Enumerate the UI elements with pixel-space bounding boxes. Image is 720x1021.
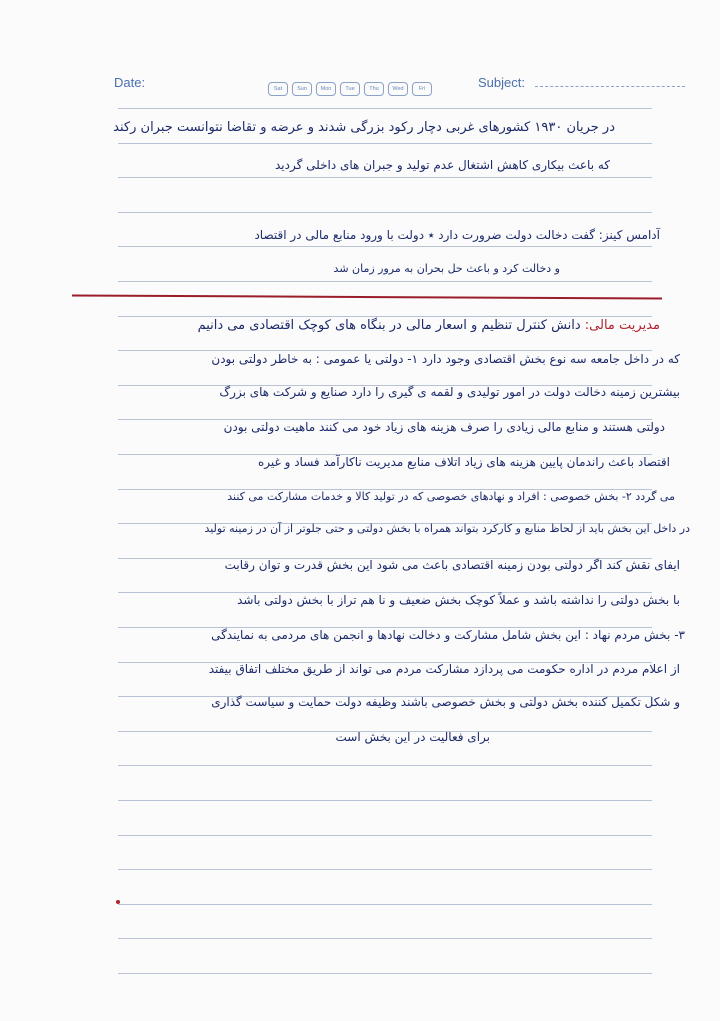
ruled-line: [118, 316, 652, 317]
day-box: Sun: [292, 82, 312, 96]
handwritten-line: با بخش دولتی را نداشته باشد و عملاً کوچک بخش ضعیف و نا هم تراز با بخش دولتی باشد: [237, 593, 680, 607]
handwritten-line: از اعلام مردم در اداره حکومت می پردازد مشارکت مردم می تواند از طریق مختلف اتفاق بیفتد: [208, 662, 680, 676]
section-title: مدیریت مالی:: [584, 318, 660, 333]
ruled-line: [118, 177, 652, 178]
line-text: دانش کنترل تنظیم و اسعار مالی در بنگاه های کوچک اقتصادی می دانیم: [197, 318, 581, 333]
ruled-line: [118, 143, 652, 144]
handwritten-line: دولتی هستند و منابع مالی زیادی را صرف هزینه های زیاد خود می کنند ماهیت دولتی بودن: [223, 420, 665, 434]
name-kinz: آدامس کینز: [602, 228, 660, 242]
handwritten-line: اقتصاد باعث راندمان پایین هزینه های زیاد اتلاف منابع مدیریت ناکارآمد فساد و غیره: [257, 455, 670, 469]
day-box: Mon: [316, 82, 336, 96]
ruled-line: [118, 835, 652, 836]
ruled-line: [118, 765, 652, 766]
date-label: Date:: [114, 75, 146, 90]
ruled-line: [118, 246, 652, 247]
handwritten-line: ایفای نقش کند اگر دولتی بودن زمینه اقتصادی باعث می شود این بخش قدرت و توان رقابت: [224, 558, 680, 572]
handwritten-line: بیشترین زمینه دخالت دولت در امور تولیدی و لقمه ی گیری را دارد صنایع و شرکت های بزرگ: [219, 385, 680, 399]
handwritten-line: در داخل این بخش باید از لحاظ منابع و کارکرد بتواند همراه با بخش دولتی و حتی جلوتر از آن در زمینه تولید: [204, 522, 690, 535]
weekday-boxes: [268, 82, 432, 96]
ruled-line: [118, 350, 652, 351]
ruled-line: [118, 973, 652, 974]
handwritten-line: و شکل تکمیل کننده بخش دولتی و بخش خصوصی باشند وظیفه دولت حمایت و سیاست گذاری: [211, 695, 680, 709]
handwritten-line: برای فعالیت در این بخش است: [335, 730, 490, 744]
ruled-line: [118, 904, 652, 905]
handwritten-line: که باعث بیکاری کاهش اشتغال عدم تولید و جبران های داخلی گردید: [274, 158, 610, 172]
day-box: Sat: [268, 82, 288, 96]
day-box: Thu: [364, 82, 384, 96]
line-text: : گفت دخالت دولت ضرورت دارد ٭ دولت با ورود منابع مالی در اقتصاد: [254, 228, 603, 242]
handwritten-line: و دخالت کرد و باعث حل بحران به مرور زمان شد: [333, 262, 560, 275]
red-divider-line: [72, 294, 662, 299]
red-ink-dot: [116, 900, 120, 904]
subject-label: Subject:: [478, 75, 525, 90]
ruled-line: [118, 281, 652, 282]
subject-line: [535, 86, 685, 87]
handwritten-line: ۳- بخش مردم نهاد : این بخش شامل مشارکت و دخالت نهادها و انجمن های مردمی به نمایندگی: [211, 628, 685, 642]
day-box: Tue: [340, 82, 360, 96]
ruled-line: [118, 938, 652, 939]
handwritten-line: [198, 318, 660, 333]
ruled-line: [118, 869, 652, 870]
day-box: Wed: [388, 82, 408, 96]
handwritten-line: که در داخل جامعه سه نوع بخش اقتصادی وجود دارد ۱- دولتی یا عمومی : به خاطر دولتی بودن: [211, 352, 680, 366]
ruled-line: [118, 212, 652, 213]
day-box: Fri: [412, 82, 432, 96]
handwritten-line: در جریان ۱۹۳۰ کشورهای غربی دچار رکود بزرگی شدند و عرضه و تقاضا نتوانست جبران رکند: [113, 120, 615, 135]
handwritten-line: می گردد ۲- بخش خصوصی : افراد و نهادهای خصوصی که در تولید کالا و خدمات مشارکت می کنند: [227, 490, 675, 503]
ruled-line: [118, 108, 652, 109]
ruled-line: [118, 800, 652, 801]
handwritten-line: [254, 228, 660, 242]
